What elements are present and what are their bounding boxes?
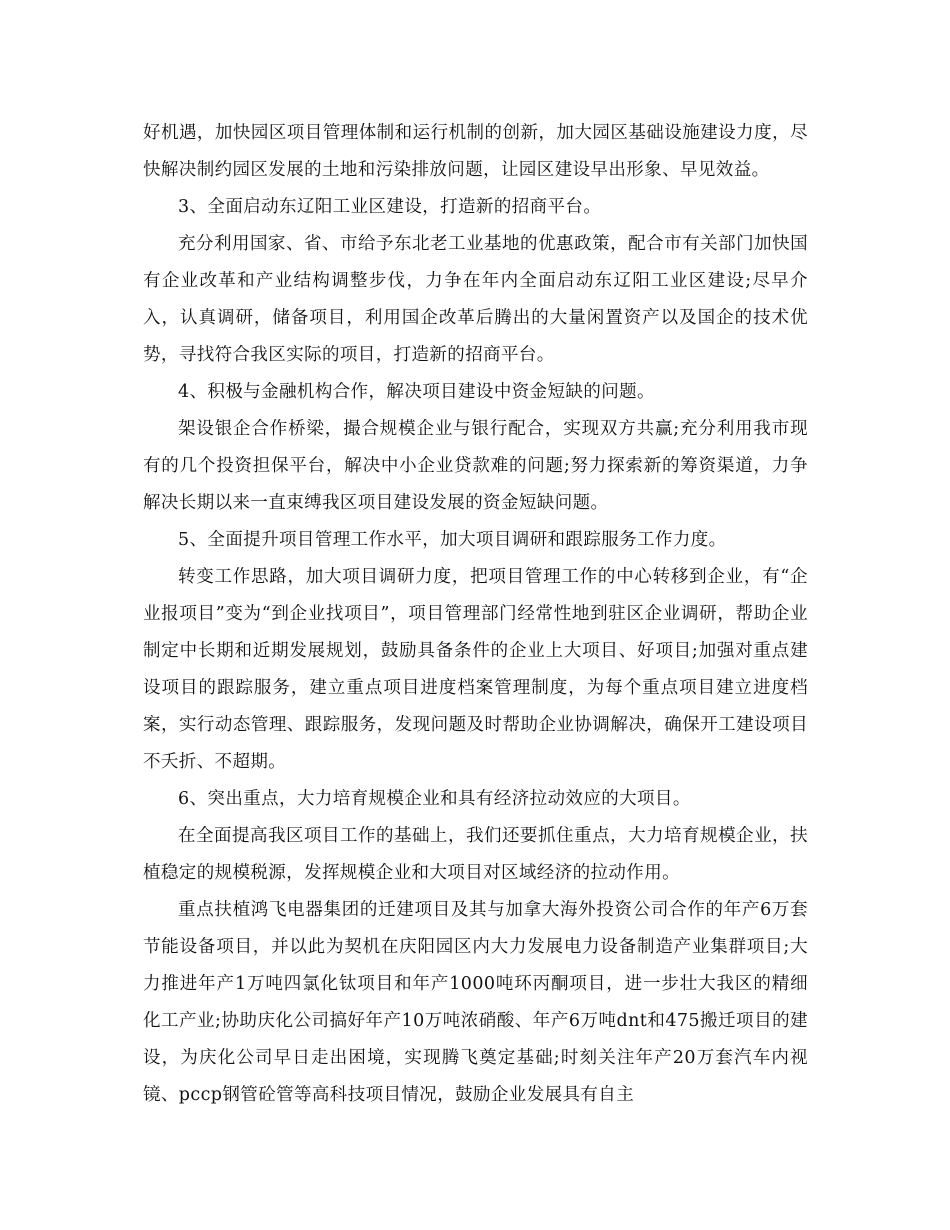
section-heading-3: 3、全面启动东辽阳工业区建设，打造新的招商平台。 (178, 197, 602, 217)
section-heading-4: 4、积极与金融机构合作，解决项目建设中资金短缺的问题。 (178, 382, 655, 402)
paragraph-1: 好机遇，加快园区项目管理体制和运行机制的创新，加大园区基础设施建设力度，尽快解决制约园区发展的土地和污染排放问题，让园区建设早出形象、早见效益。 (143, 123, 808, 180)
section-heading-5: 5、全面提升项目管理工作水平，加大项目调研和跟踪服务工作力度。 (178, 530, 727, 550)
document-body (143, 115, 808, 1114)
paragraph-6b: 重点扶植鸿飞电器集团的迁建项目及其与加拿大海外投资公司合作的年产6万套节能设备项目，并以此为契机在庆阳园区内大力发展电力设备制造产业集群项目;大力推进年产1万吨四氯化钛项目和年产1000吨环丙酮项目，进一步壮大我区的精细化工产业;协助庆化公司搞好年产10万吨浓硝酸、年产6万吨dnt和475搬迁项目的建设，为庆化公司早日走出困境，实现腾飞奠定基础;时刻关注年产20万套汽车内视镜、pccp钢管砼管等高科技项目情况，鼓励企业发展具有自主 (143, 900, 808, 1105)
section-heading-6: 6、突出重点，大力培育规模企业和具有经济拉动效应的大项目。 (178, 789, 691, 809)
paragraph-4: 架设银企合作桥梁，撮合规模企业与银行配合，实现双方共赢;充分利用我市现有的几个投资担保平台，解决中小企业贷款难的问题;努力探索新的筹资渠道，力争解决长期以来一直束缚我区项目建设发展的资金短缺问题。 (143, 419, 808, 513)
paragraph-5: 转变工作思路，加大项目调研力度，把项目管理工作的中心转移到企业，有“企业报项目”变为“到企业找项目”，项目管理部门经常性地到驻区企业调研，帮助企业制定中长期和近期发展规划，鼓励具备条件的企业上大项目、好项目;加强对重点建设项目的跟踪服务，建立重点项目进度档案管理制度，为每个重点项目建立进度档案，实行动态管理、跟踪服务，发现问题及时帮助企业协调解决，确保开工建设项目不夭折、不超期。 (143, 567, 808, 772)
paragraph-6a: 在全面提高我区项目工作的基础上，我们还要抓住重点，大力培育规模企业，扶植稳定的规模税源，发挥规模企业和大项目对区域经济的拉动作用。 (143, 826, 808, 883)
paragraph-3: 充分利用国家、省、市给予东北老工业基地的优惠政策，配合市有关部门加快国有企业改革和产业结构调整步伐，力争在年内全面启动东辽阳工业区建设;尽早介入，认真调研，储备项目，利用国企改革后腾出的大量闲置资产以及国企的技术优势，寻找符合我区实际的项目，打造新的招商平台。 (143, 234, 808, 365)
